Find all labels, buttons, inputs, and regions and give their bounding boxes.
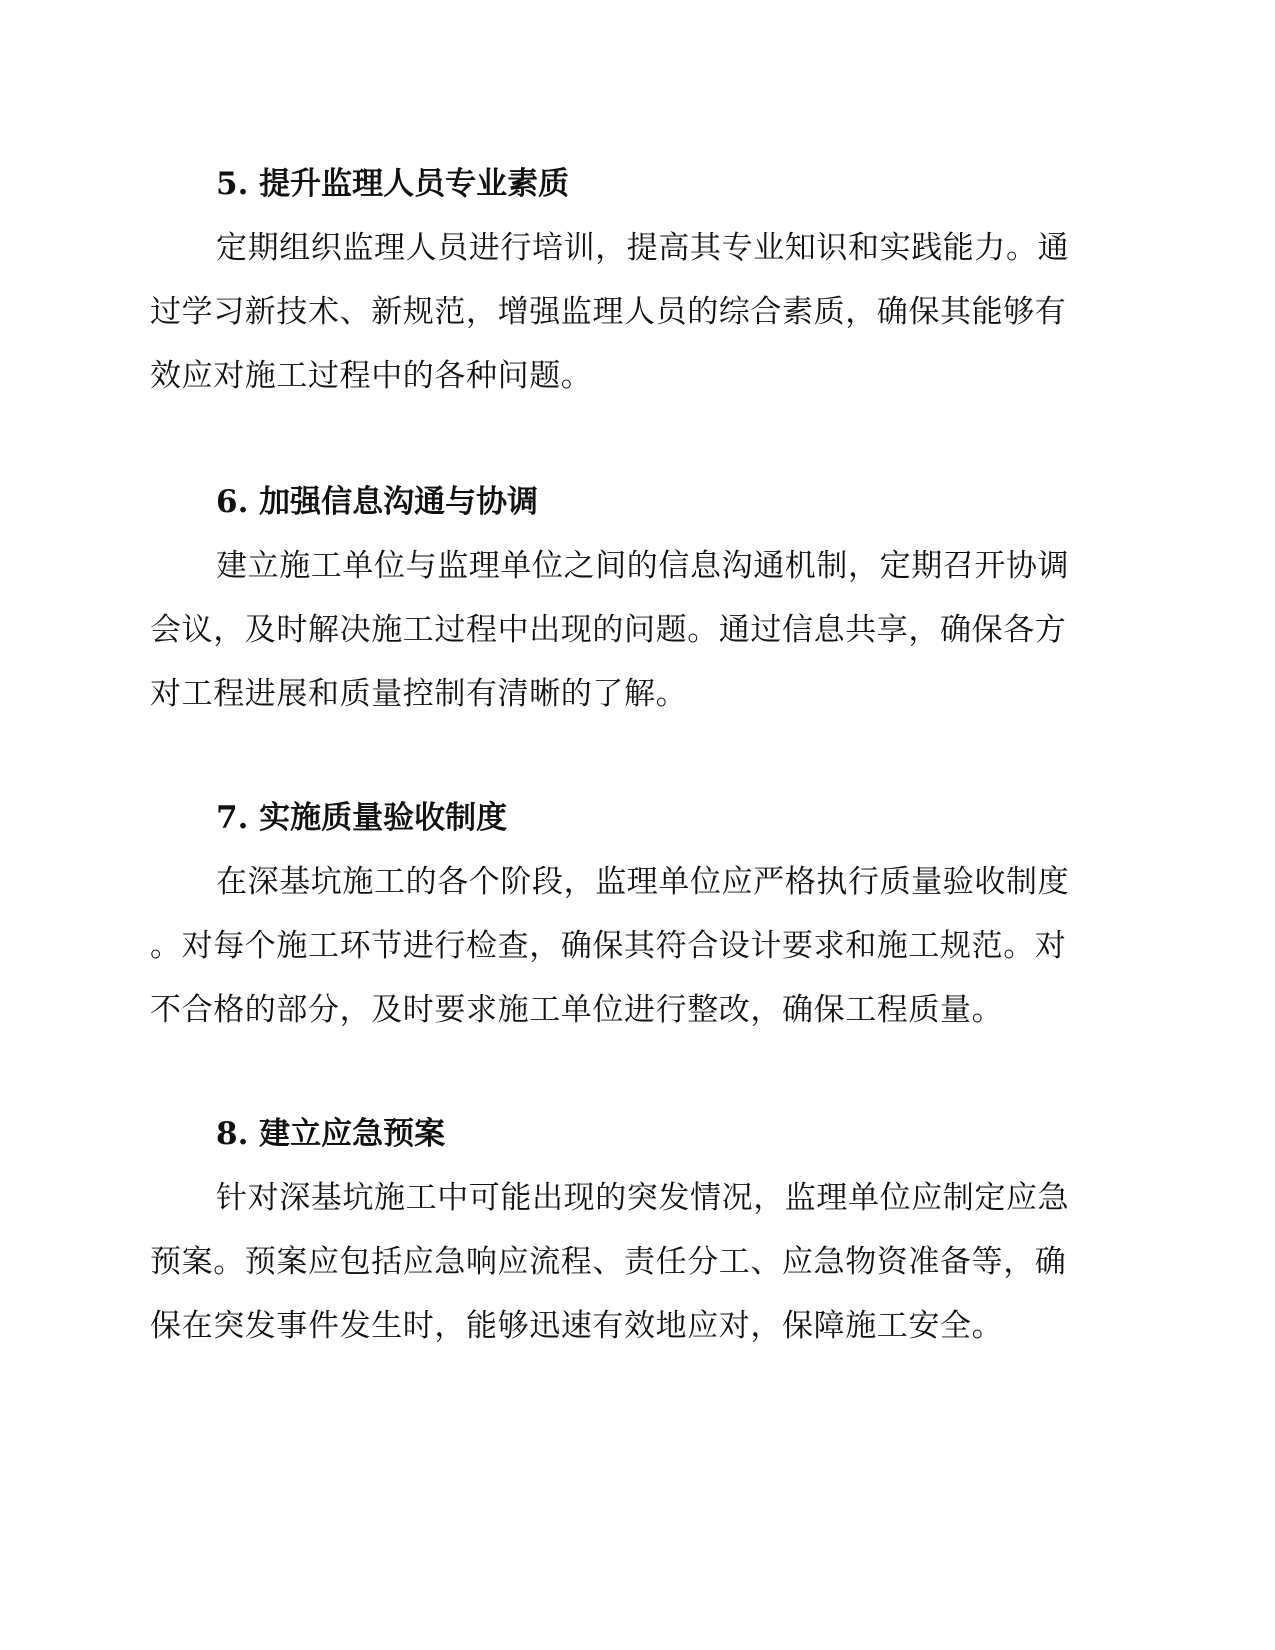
paragraph-line: 。对每个施工环节进行检查，确保其符合设计要求和施工规范。对	[150, 928, 1067, 964]
paragraph-line: 效应对施工过程中的各种问题。	[150, 358, 593, 394]
section-heading: 6. 加强信息沟通与协调	[216, 484, 539, 520]
paragraph-line: 对工程进展和质量控制有清晰的了解。	[150, 676, 688, 712]
paragraph-line: 预案。预案应包括应急响应流程、责任分工、应急物资准备等，确	[150, 1244, 1067, 1280]
paragraph-line: 会议，及时解决施工过程中出现的问题。通过信息共享，确保各方	[150, 612, 1067, 648]
paragraph-line: 定期组织监理人员进行培训，提高其专业知识和实践能力。通	[216, 230, 1070, 266]
section-heading: 7. 实施质量验收制度	[216, 800, 508, 836]
paragraph-line: 建立施工单位与监理单位之间的信息沟通机制，定期召开协调	[216, 548, 1070, 584]
paragraph-line: 保在突发事件发生时，能够迅速有效地应对，保障施工安全。	[150, 1308, 1004, 1344]
section-heading: 5. 提升监理人员专业素质	[216, 166, 570, 202]
paragraph-line: 在深基坑施工的各个阶段，监理单位应严格执行质量验收制度	[216, 864, 1070, 900]
section-heading: 8. 建立应急预案	[216, 1116, 446, 1152]
paragraph-line: 针对深基坑施工中可能出现的突发情况，监理单位应制定应急	[216, 1180, 1070, 1216]
paragraph-line: 不合格的部分，及时要求施工单位进行整改，确保工程质量。	[150, 992, 1004, 1028]
paragraph-line: 过学习新技术、新规范，增强监理人员的综合素质，确保其能够有	[150, 294, 1067, 330]
